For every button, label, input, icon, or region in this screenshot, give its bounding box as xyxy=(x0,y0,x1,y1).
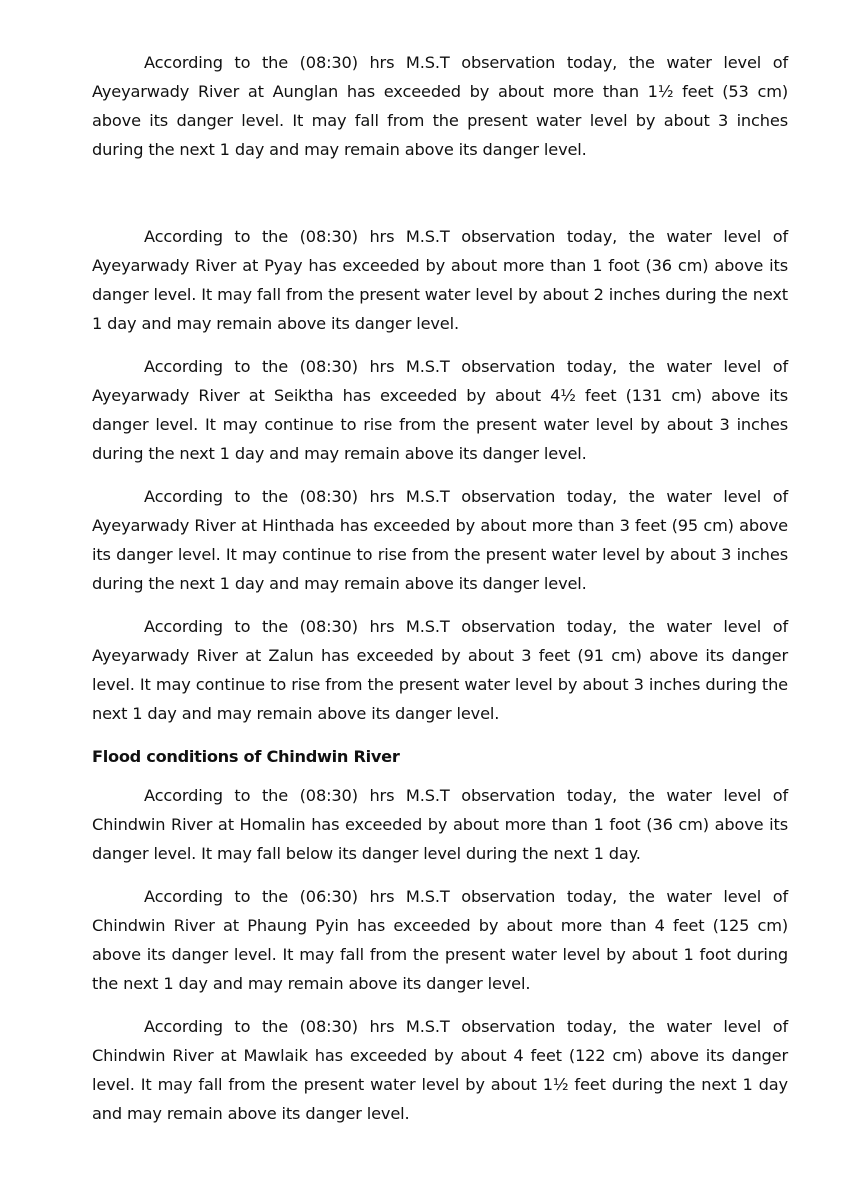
section-heading-chindwin: Flood conditions of Chindwin River xyxy=(92,747,400,766)
paragraph-aunglan: According to the (08:30) hrs M.S.T observation today, the water level of Ayeyarwady River at Aunglan has exceeded by about more than 1½ feet (53 cm) above its danger level. It may fall from the present water level by about 3 inches during the next 1 day and may remain above its danger level. xyxy=(92,53,788,159)
paragraph-homalin: According to the (08:30) hrs M.S.T observation today, the water level of Chindwin River at Homalin has exceeded by about more than 1 foot (36 cm) above its danger level. It may fall below its danger level during the next 1 day. xyxy=(92,786,788,863)
paragraph-seiktha: According to the (08:30) hrs M.S.T observation today, the water level of Ayeyarwady River at Seiktha has exceeded by about 4½ feet (131 cm) above its danger level. It may continue to rise from the present water level by about 3 inches during the next 1 day and may remain above its danger level. xyxy=(92,357,788,463)
paragraph-hinthada: According to the (08:30) hrs M.S.T observation today, the water level of Ayeyarwady River at Hinthada has exceeded by about more than 3 feet (95 cm) above its danger level. It may continue to rise from the present water level by about 3 inches during the next 1 day and may remain above its danger level. xyxy=(92,487,788,593)
blank-gap xyxy=(92,178,788,222)
document-page xyxy=(92,48,788,1142)
paragraph-mawlaik: According to the (08:30) hrs M.S.T observation today, the water level of Chindwin River at Mawlaik has exceeded by about 4 feet (122 cm) above its danger level. It may fall from the present water level by about 1½ feet during the next 1 day and may remain above its danger level. xyxy=(92,1017,788,1123)
paragraph-zalun: According to the (08:30) hrs M.S.T observation today, the water level of Ayeyarwady River at Zalun has exceeded by about 3 feet (91 cm) above its danger level. It may continue to rise from the present water level by about 3 inches during the next 1 day and may remain above its danger level. xyxy=(92,617,788,723)
paragraph-pyay: According to the (08:30) hrs M.S.T observation today, the water level of Ayeyarwady River at Pyay has exceeded by about more than 1 foot (36 cm) above its danger level. It may fall from the present water level by about 2 inches during the next 1 day and may remain above its danger level. xyxy=(92,227,788,333)
paragraph-phaung-pyin: According to the (06:30) hrs M.S.T observation today, the water level of Chindwin River at Phaung Pyin has exceeded by about more than 4 feet (125 cm) above its danger level. It may fall from the present water level by about 1 foot during the next 1 day and may remain above its danger level. xyxy=(92,887,788,993)
